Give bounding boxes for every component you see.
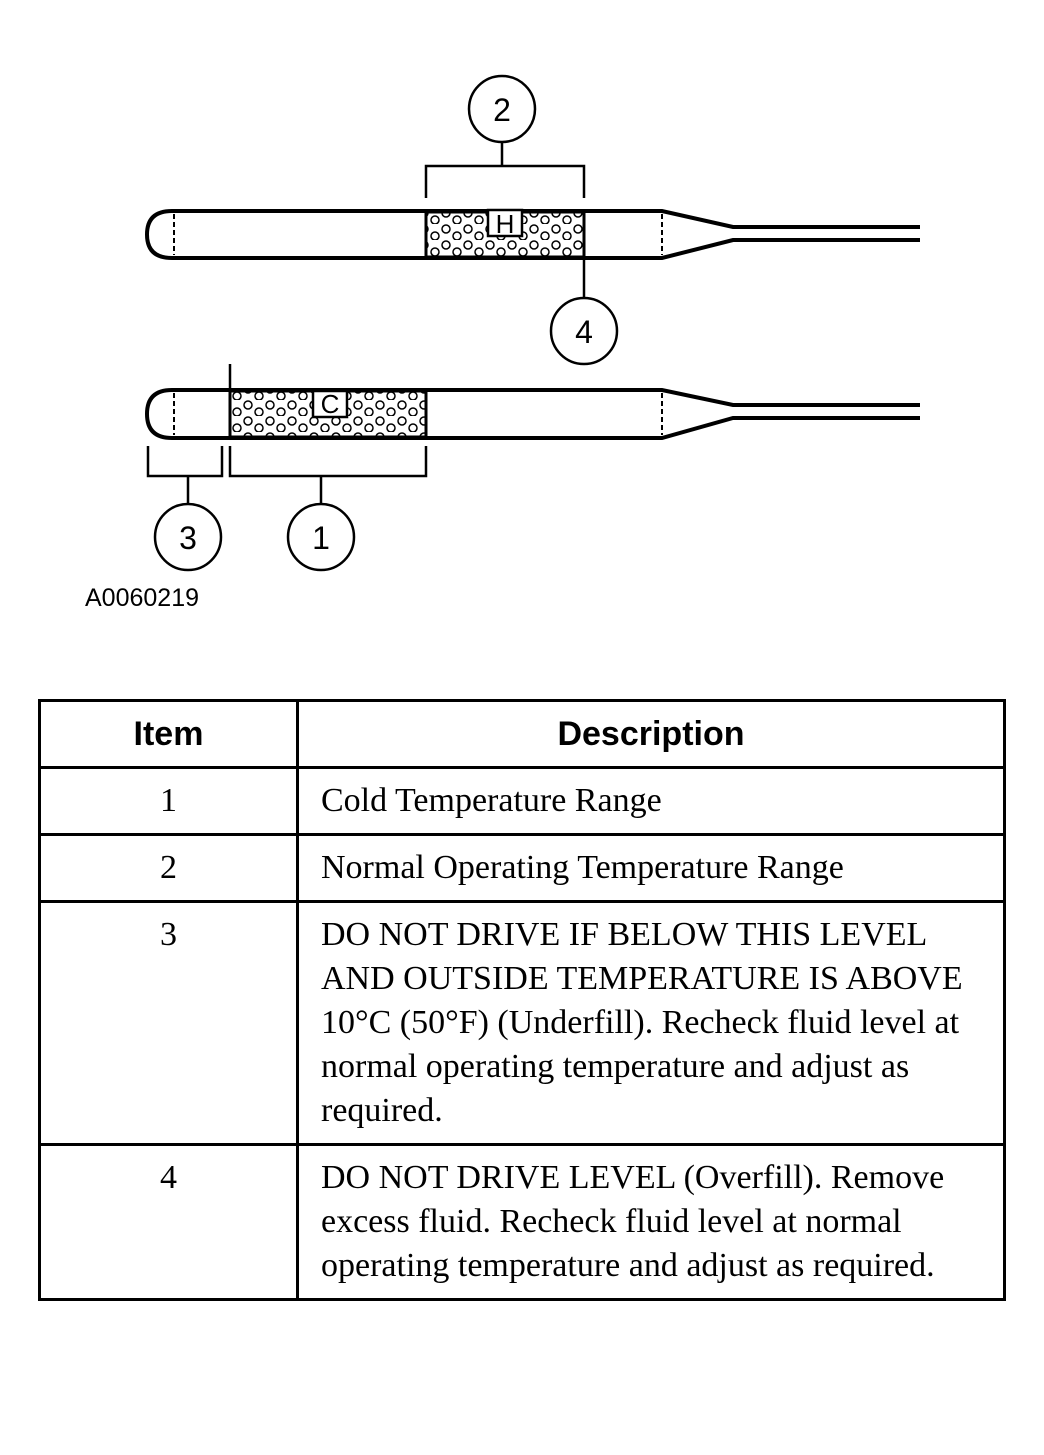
- callout-3-bracket: [148, 446, 222, 504]
- dipstick-hot: [147, 209, 920, 258]
- table-row: [40, 835, 1005, 902]
- callout-2-bracket: [426, 142, 584, 198]
- item-number: 4: [40, 1145, 298, 1300]
- dipstick-diagram: [0, 0, 1044, 690]
- callout-2: [426, 76, 584, 198]
- item-number: 1: [40, 768, 298, 835]
- cold-mark-letter: C: [320, 389, 340, 419]
- callout-1-bracket: [230, 446, 426, 504]
- dipstick-cold: [147, 364, 920, 438]
- item-column-header: Item: [40, 701, 298, 768]
- legend-table: [38, 699, 1006, 1301]
- callout-1-number: 1: [312, 520, 330, 556]
- table-row: [40, 768, 1005, 835]
- legend-header-row: [40, 701, 1005, 768]
- item-description: Normal Operating Temperature Range: [298, 835, 1005, 902]
- hot-mark-letter: H: [495, 209, 515, 239]
- item-description: DO NOT DRIVE LEVEL (Overfill). Remove excess fluid. Recheck fluid level at normal operating temperature and adjust as required.: [298, 1145, 1005, 1300]
- callout-2-number: 2: [493, 92, 511, 128]
- callout-4-number: 4: [575, 314, 593, 350]
- description-column-header: Description: [298, 701, 1005, 768]
- figure-id: A0060219: [85, 584, 200, 612]
- callout-3-number: 3: [179, 520, 197, 556]
- callout-1: [230, 446, 426, 570]
- item-description: DO NOT DRIVE IF BELOW THIS LEVEL AND OUTSIDE TEMPERATURE IS ABOVE 10°C (50°F) (Underfill). Recheck fluid level at normal operating temperature and adjust as required.: [298, 902, 1005, 1145]
- item-description: Cold Temperature Range: [298, 768, 1005, 835]
- callout-4: [551, 257, 617, 364]
- callout-3: [148, 446, 222, 570]
- item-number: 3: [40, 902, 298, 1145]
- table-row: [40, 1145, 1005, 1300]
- table-row: [40, 902, 1005, 1145]
- item-number: 2: [40, 835, 298, 902]
